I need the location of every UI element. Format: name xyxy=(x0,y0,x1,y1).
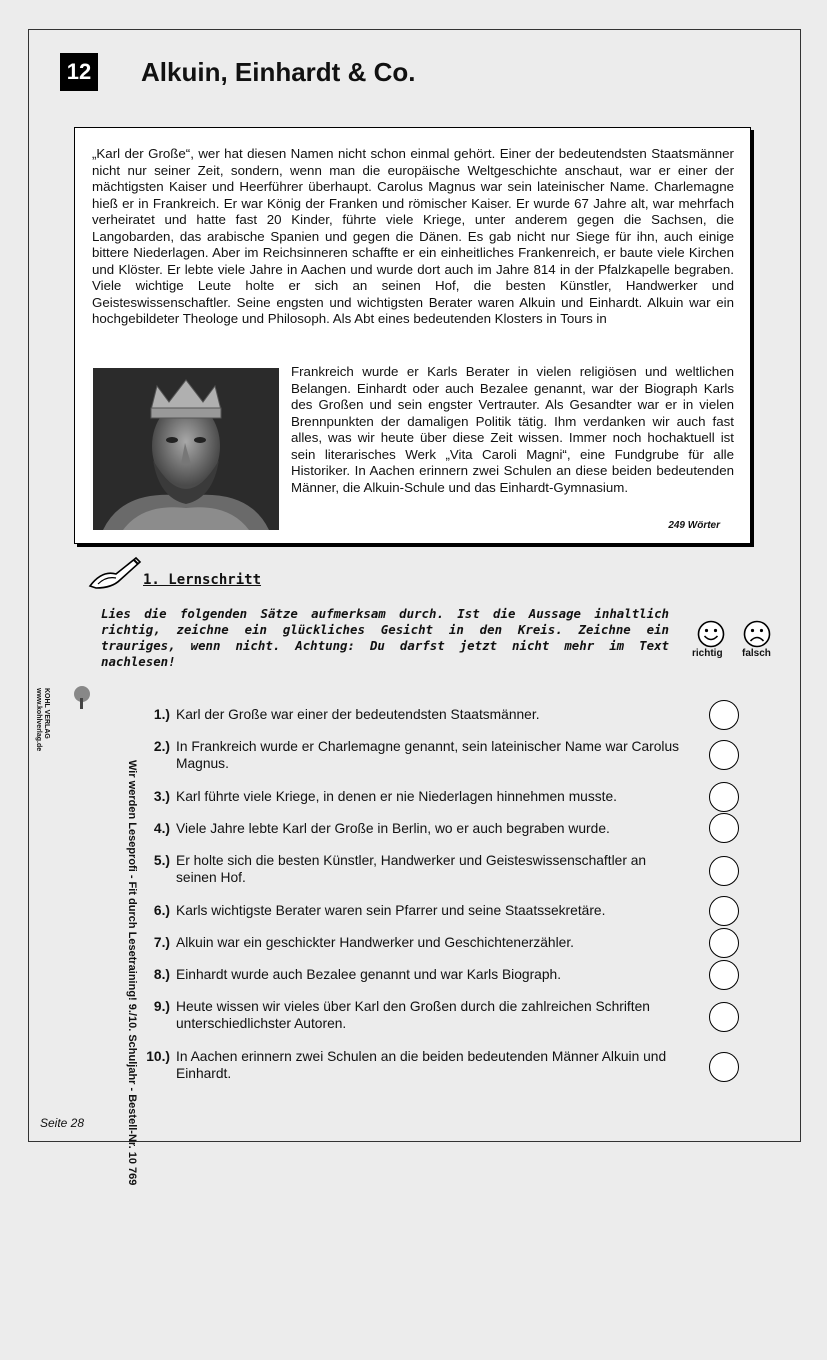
question-text: Karl der Große war einer der bedeutendsten Staatsmänner. xyxy=(176,707,540,722)
answer-circle[interactable] xyxy=(709,740,739,770)
answer-circle[interactable] xyxy=(709,700,739,730)
sad-face-icon xyxy=(742,619,772,649)
question-number: 4.) xyxy=(153,821,170,836)
chapter-number: 12 xyxy=(60,53,98,91)
answer-circle[interactable] xyxy=(709,1052,739,1082)
label-falsch: falsch xyxy=(742,648,771,659)
learning-step-heading: 1. Lernschritt xyxy=(143,572,262,588)
word-count: 249 Wörter xyxy=(668,520,720,531)
answer-circle[interactable] xyxy=(709,813,739,843)
question-number: 9.) xyxy=(153,999,170,1014)
question-number: 8.) xyxy=(153,967,170,982)
happy-face-icon xyxy=(696,619,726,649)
question-text: Einhardt wurde auch Bezalee genannt und war Karls Biograph. xyxy=(176,967,562,982)
question-number: 5.) xyxy=(153,853,170,868)
answer-circle[interactable] xyxy=(709,782,739,812)
page-title: Alkuin, Einhardt & Co. xyxy=(141,57,416,87)
question-number: 10.) xyxy=(146,1049,170,1064)
question-text: Alkuin war ein geschickter Handwerker und Geschichtenerzähler. xyxy=(176,935,575,950)
answer-circle[interactable] xyxy=(709,1002,739,1032)
text-paragraph-top: „Karl der Große“, wer hat diesen Namen nicht schon einmal gehört. Einer der bedeutendsten Staatsmänner nicht nur seiner Zeit, sondern, wenn man die europäische Weltgeschichte anschaut, war er einer der mächtigsten Kaiser und Heerführer überhaupt. Carolus Magnus war sein lateinischer Name. Charlemagne hieß er in Frankreich. Er war König der Franken und römischer Kaiser. Er wurde 67 Jahre alt, war mehrfach verheiratet und hatte fast 20 Kinder, führte viele Kriege, unter anderem gegen die Sachsen, die Langobarden, das arabische Spanien und gegen die Dänen. Es gab nicht nur Siege für ihn, auch einige bittere Niederlagen. Aber im Reichsinneren schaffte er ein einheitliches Frankenreich, er baute viele Kirchen und Klöster. Er lebte viele Jahre in Aachen und wurde dort auch im Jahre 814 in der Pfalzkapelle begraben. Viele wichtige Leute holte er sich an seinen Hof, die besten Künstler, Handwerker und Geisteswissenschaftler. Seine engsten und wichtigsten Berater waren Alkuin und Einhardt. Alkuin war ein hochgebildeter Theologe und Philosoph. Als Abt eines bedeutenden Klosters in Tours in xyxy=(92,146,734,326)
question-text: Heute wissen wir vieles über Karl den Großen durch die zahlreichen Schriften unterschiedlichster Autoren. xyxy=(176,999,650,1031)
question-number: 1.) xyxy=(153,707,170,722)
publisher-url: www.kohlverlag.de xyxy=(35,688,42,752)
question-text: In Aachen erinnern zwei Schulen an die beiden bedeutenden Männer Alkuin und Einhardt. xyxy=(176,1049,667,1081)
charlemagne-portrait-image xyxy=(93,368,279,530)
answer-circle[interactable] xyxy=(709,896,739,926)
question-text: Viele Jahre lebte Karl der Große in Berlin, wo er auch begraben wurde. xyxy=(176,821,610,836)
label-richtig: richtig xyxy=(692,648,723,659)
question-text: In Frankreich wurde er Charlemagne genannt, sein lateinischer Name war Carolus Magnus. xyxy=(176,739,680,771)
reading-text-box xyxy=(74,127,751,544)
text-paragraph-right: Frankreich wurde er Karls Berater in vielen religiösen und weltlichen Belangen. Einhardt oder auch Bezalee genannt, war der Biograph Karls des Großen und sein engster Vertrauter. Als Gesandter war er in vielen Brennpunkten der damaligen Politik tätig. Ihm verdanken wir auch fast alles, was wir heute über diese Zeit wissen. Immer noch hochaktuell ist sein literarisches Werk „Vita Caroli Magni“, eine Fundgrube für alle Historiker. In Aachen erinnern zwei Schulen an diese beiden bedeutenden Männer, die Alkuin-Schule und das Einhardt-Gymnasium. xyxy=(291,364,734,495)
task-instruction: Lies die folgenden Sätze aufmerksam durch. Ist die Aussage inhaltlich richtig, zeichne ein glückliches Gesicht in den Kreis. Zeichne ein trauriges, wenn nicht. Achtung: Du darfst jetzt nicht mehr im Text nachlesen! xyxy=(101,606,669,669)
question-number: 7.) xyxy=(153,935,170,950)
question-text: Karls wichtigste Berater waren sein Pfarrer und seine Staatssekretäre. xyxy=(176,903,606,918)
question-number: 2.) xyxy=(153,739,170,754)
question-number: 3.) xyxy=(153,789,170,804)
publisher-name: KOHL VERLAG xyxy=(43,688,50,739)
book-imprint: Wir werden Leseprofi - Fit durch Lesetraining! 9./10. Schuljahr - Bestell-Nr. 10 769 xyxy=(126,760,138,1186)
writing-hand-icon xyxy=(86,556,142,590)
page-number: Seite 28 xyxy=(40,1116,85,1130)
answer-circle[interactable] xyxy=(709,856,739,886)
answer-circle[interactable] xyxy=(709,928,739,958)
question-text: Er holte sich die besten Künstler, Handwerker und Geisteswissenschaftler an seinen Hof. xyxy=(176,853,647,885)
question-text: Karl führte viele Kriege, in denen er nie Niederlagen hinnehmen musste. xyxy=(176,789,617,804)
answer-circle[interactable] xyxy=(709,960,739,990)
question-number: 6.) xyxy=(153,903,170,918)
publisher-logo-icon xyxy=(62,684,92,710)
